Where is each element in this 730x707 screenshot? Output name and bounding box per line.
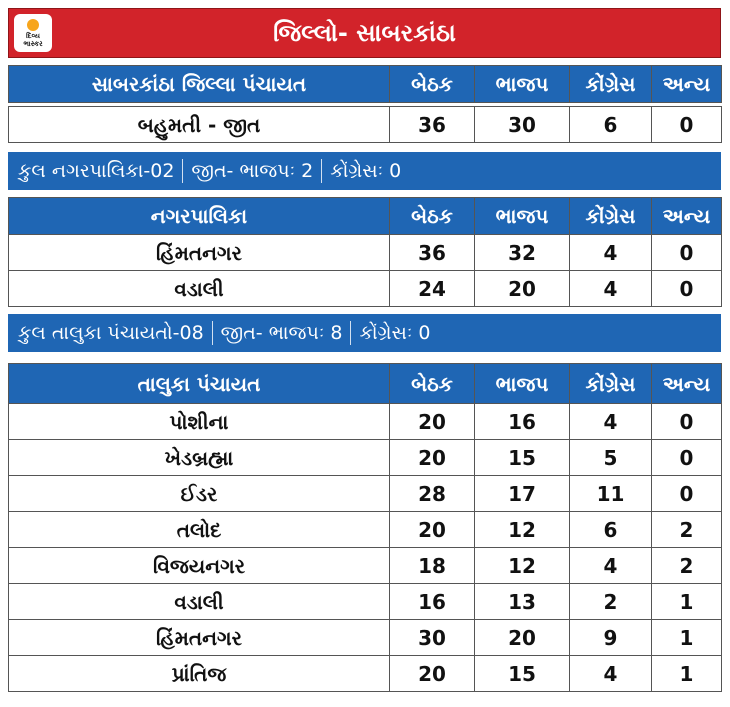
header-congress: કોંગ્રેસ [570,198,652,235]
row-bjp: 20 [475,271,570,307]
row-seats: 28 [390,476,475,512]
row-others: 1 [652,656,722,692]
separator [182,159,183,183]
district-panchayat-table [8,65,722,143]
taluka-won: જીત- ભાજપઃ 8 [220,322,343,344]
row-seats: 24 [390,271,475,307]
row-bjp: 17 [475,476,570,512]
row-congress: 4 [570,548,652,584]
row-others: 0 [652,271,722,307]
row-name: પ્રાંતિજ [9,656,390,692]
table-row [9,404,722,440]
header-district: સાબરકાંઠા જિલ્લા પંચાયત [9,66,390,103]
row-bjp: 13 [475,584,570,620]
logo-line-1: દિવ્ય [26,31,40,40]
table-row [9,548,722,584]
row-name: પોશીના [9,404,390,440]
taluka-total: કુલ તાલુકા પંચાયતો-08 [18,322,204,344]
table-header-row [9,198,722,235]
separator [321,159,322,183]
row-congress: 4 [570,656,652,692]
row-others: 0 [652,404,722,440]
row-seats: 18 [390,548,475,584]
row-seats: 36 [390,107,475,143]
row-bjp: 12 [475,512,570,548]
table-row [9,584,722,620]
row-name: વડાલી [9,584,390,620]
table-row [9,271,722,307]
municipality-table [8,197,722,307]
row-name: ખેડબ્રહ્મા [9,440,390,476]
divya-bhaskar-logo [14,14,52,52]
logo-line-2: ભાસ્કર [23,39,43,48]
header-others: અન્ય [652,66,722,103]
header-seats: બેઠક [390,364,475,404]
row-congress: 4 [570,404,652,440]
row-congress: 9 [570,620,652,656]
header-taluka: તાલુકા પંચાયત [9,364,390,404]
row-seats: 20 [390,512,475,548]
separator [212,321,213,345]
taluka-summary-bar [8,314,721,352]
municipality-summary-bar [8,152,721,190]
page-title: જિલ્લો- સાબરકાંઠા [273,19,456,47]
header-seats: બેઠક [390,66,475,103]
row-others: 0 [652,440,722,476]
row-name: બહુમતી - જીત [9,107,390,143]
table-header-row [9,66,722,103]
row-bjp: 32 [475,235,570,271]
row-congress: 2 [570,584,652,620]
title-bar [8,8,721,58]
row-name: વડાલી [9,271,390,307]
municipality-total: કુલ નગરપાલિકા-02 [18,160,175,182]
header-bjp: ભાજપ [475,198,570,235]
row-name: ઈડર [9,476,390,512]
row-congress: 4 [570,235,652,271]
row-name: વિજયનગર [9,548,390,584]
row-seats: 36 [390,235,475,271]
municipality-congress: કોંગ્રેસઃ 0 [330,160,402,182]
row-congress: 4 [570,271,652,307]
taluka-congress: કોંગ્રેસઃ 0 [359,322,431,344]
row-seats: 16 [390,584,475,620]
row-congress: 6 [570,512,652,548]
row-name: હિંમતનગર [9,620,390,656]
row-name: હિંમતનગર [9,235,390,271]
row-others: 0 [652,107,722,143]
row-others: 2 [652,548,722,584]
row-others: 0 [652,235,722,271]
header-municipality: નગરપાલિકા [9,198,390,235]
header-others: અન્ય [652,364,722,404]
header-bjp: ભાજપ [475,364,570,404]
row-bjp: 15 [475,440,570,476]
row-bjp: 15 [475,656,570,692]
row-bjp: 20 [475,620,570,656]
row-congress: 11 [570,476,652,512]
table-row [9,656,722,692]
table-row [9,440,722,476]
row-others: 1 [652,584,722,620]
municipality-won: જીત- ભાજપઃ 2 [191,160,314,182]
row-seats: 20 [390,440,475,476]
table-row [9,107,722,143]
header-seats: બેઠક [390,198,475,235]
header-bjp: ભાજપ [475,66,570,103]
taluka-panchayat-table [8,363,722,692]
sun-icon [27,19,39,31]
row-bjp: 30 [475,107,570,143]
table-row [9,235,722,271]
header-others: અન્ય [652,198,722,235]
row-congress: 6 [570,107,652,143]
header-congress: કોંગ્રેસ [570,66,652,103]
row-seats: 20 [390,404,475,440]
row-others: 2 [652,512,722,548]
row-others: 1 [652,620,722,656]
table-row [9,620,722,656]
row-congress: 5 [570,440,652,476]
row-others: 0 [652,476,722,512]
table-row [9,476,722,512]
row-bjp: 12 [475,548,570,584]
row-seats: 30 [390,620,475,656]
separator [350,321,351,345]
row-bjp: 16 [475,404,570,440]
header-congress: કોંગ્રેસ [570,364,652,404]
row-name: તલોદ [9,512,390,548]
row-seats: 20 [390,656,475,692]
table-header-row [9,364,722,404]
table-row [9,512,722,548]
